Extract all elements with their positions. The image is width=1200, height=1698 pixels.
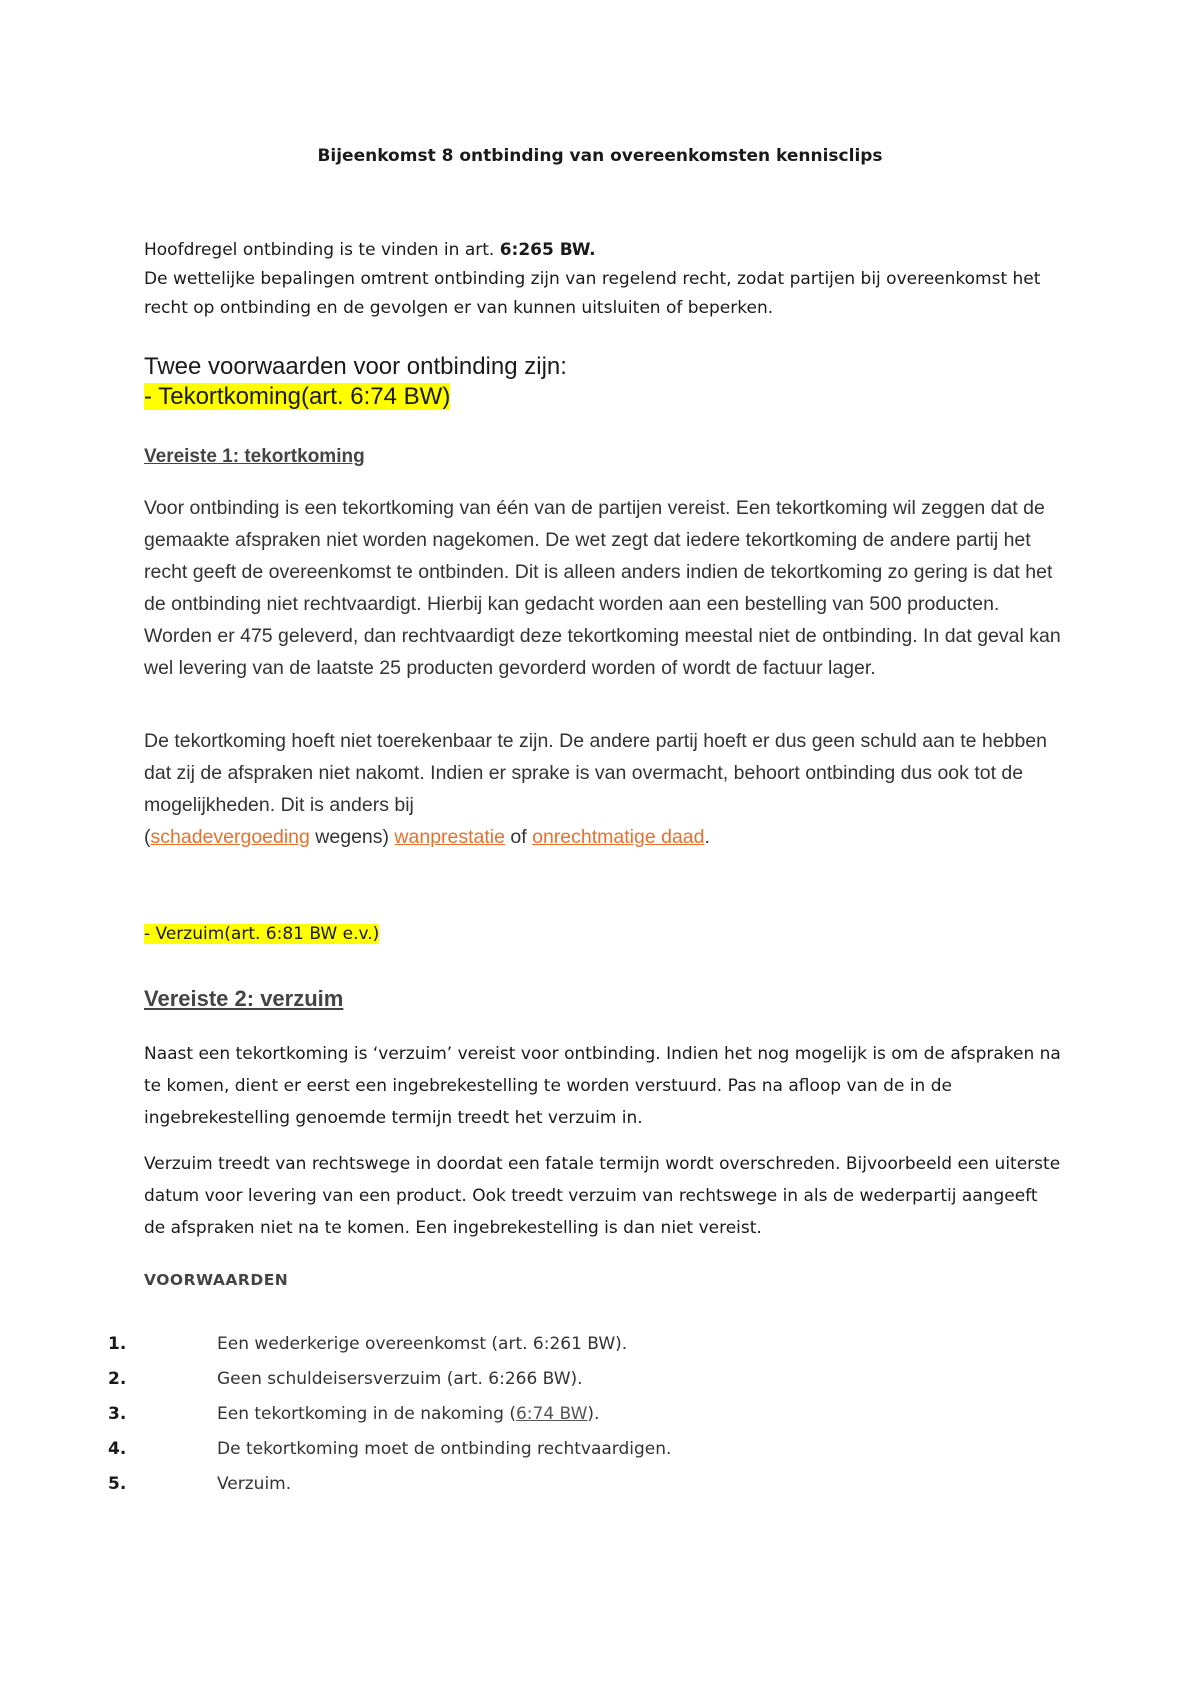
link-wanprestatie[interactable]: wanprestatie: [394, 826, 505, 848]
intro-line2: De wettelijke bepalingen omtrent ontbinding zijn van regelend recht, zodat partijen bij overeenkomst het recht op ontbinding en de gevolgen er van kunnen uitsluiten of beperken.: [144, 269, 1041, 318]
heading-verzuim: [144, 924, 379, 944]
list-item-number: 4.: [108, 1439, 127, 1459]
list-item-text: Geen schuldeisersverzuim (art. 6:266 BW).: [217, 1369, 583, 1389]
list-item-text: [217, 1404, 599, 1424]
vereiste1-p2-text: De tekortkoming hoeft niet toerekenbaar te zijn. De andere partij hoeft er dus geen schuld aan te hebben dat zij de afspraken niet nakomt. Indien er sprake is van overmacht, behoort ontbinding dus ook tot de mogelijkheden. Dit is anders bij: [144, 730, 1047, 816]
list-item: [0, 1369, 1200, 1399]
p2-end: .: [704, 826, 710, 848]
vereiste2-paragraph1: Naast een tekortkoming is ‘verzuim’ vereist voor ontbinding. Indien het nog mogelijk is om de afspraken na te komen, dient er eerst een ingebrekestelling te worden verstuurd. Pas na afloop van de in de ingebrekestelling genoemde termijn treedt het verzuim in.: [144, 1044, 1061, 1128]
list-item-text: Een wederkerige overeenkomst (art. 6:261 BW).: [217, 1334, 628, 1354]
list-item-number: 1.: [108, 1334, 127, 1354]
vereiste1-paragraph1: Voor ontbinding is een tekortkoming van één van de partijen vereist. Een tekortkoming wil zeggen dat de gemaakte afspraken niet worden nagekomen. De wet zegt dat iedere tekortkoming de andere partij het recht geeft de overeenkomst te ontbinden. Dit is alleen anders indien de tekortkoming zo gering is dat het de ontbinding niet rechtvaardigt. Hierbij kan gedacht worden aan een bestelling van 500 producten. Worden er 475 geleverd, dan rechtvaardigt deze tekortkoming meestal niet de ontbinding. In dat geval kan wel levering van de laatste 25 producten gevorderd worden of wordt de factuur lager.: [144, 497, 1061, 679]
intro-line1: Hoofdregel ontbinding is te vinden in art.: [144, 240, 500, 260]
vereiste2-paragraph2: Verzuim treedt van rechtswege in doordat een fatale termijn wordt overschreden. Bijvoorbeeld een uiterste datum voor levering van een product. Ook treedt verzuim van rechtswege in als de wederpartij aangeeft de afspraken niet na te komen. Een ingebrekestelling is dan niet vereist.: [144, 1154, 1061, 1238]
link-schadevergoeding[interactable]: schadevergoeding: [150, 826, 310, 848]
list-item-post: ).: [587, 1404, 600, 1424]
heading-conditions: [144, 352, 1044, 412]
intro-paragraph: [144, 236, 1084, 323]
list-item: [0, 1404, 1200, 1434]
document-title: Bijeenkomst 8 ontbinding van overeenkomsten kennisclips: [317, 146, 883, 166]
link-onrechtmatige-daad[interactable]: onrechtmatige daad: [532, 826, 705, 848]
voorwaarden-heading: VOORWAARDEN: [144, 1271, 289, 1289]
list-item-number: 2.: [108, 1369, 127, 1389]
list-item-pre: Een tekortkoming in de nakoming (: [217, 1404, 516, 1424]
vereiste1-title: Vereiste 1: tekortkoming: [144, 446, 365, 467]
paren-open: (: [144, 826, 151, 848]
vereiste2-title: Vereiste 2: verzuim: [144, 986, 344, 1011]
heading-verzuim-text: - Verzuim(art. 6:81 BW e.v.): [144, 924, 380, 944]
list-item-number: 5.: [108, 1474, 127, 1494]
vereiste1-paragraph2: [144, 725, 1064, 853]
heading-conditions-title: Twee voorwaarden voor ontbinding zijn:: [144, 353, 567, 380]
heading-tekortkoming: - Tekortkoming(art. 6:74 BW): [144, 383, 451, 410]
link-art-6-74[interactable]: 6:74 BW: [515, 1404, 588, 1424]
list-item-text: Verzuim.: [217, 1474, 292, 1494]
list-item: [0, 1334, 1200, 1364]
list-item: [0, 1439, 1200, 1469]
list-item: [0, 1474, 1200, 1504]
intro-article-ref: 6:265 BW.: [499, 240, 596, 260]
list-item-text: De tekortkoming moet de ontbinding rechtvaardigen.: [217, 1439, 672, 1459]
p2-mid-text: wegens): [309, 826, 395, 848]
list-item-number: 3.: [108, 1404, 127, 1424]
p2-of-text: of: [505, 826, 533, 848]
